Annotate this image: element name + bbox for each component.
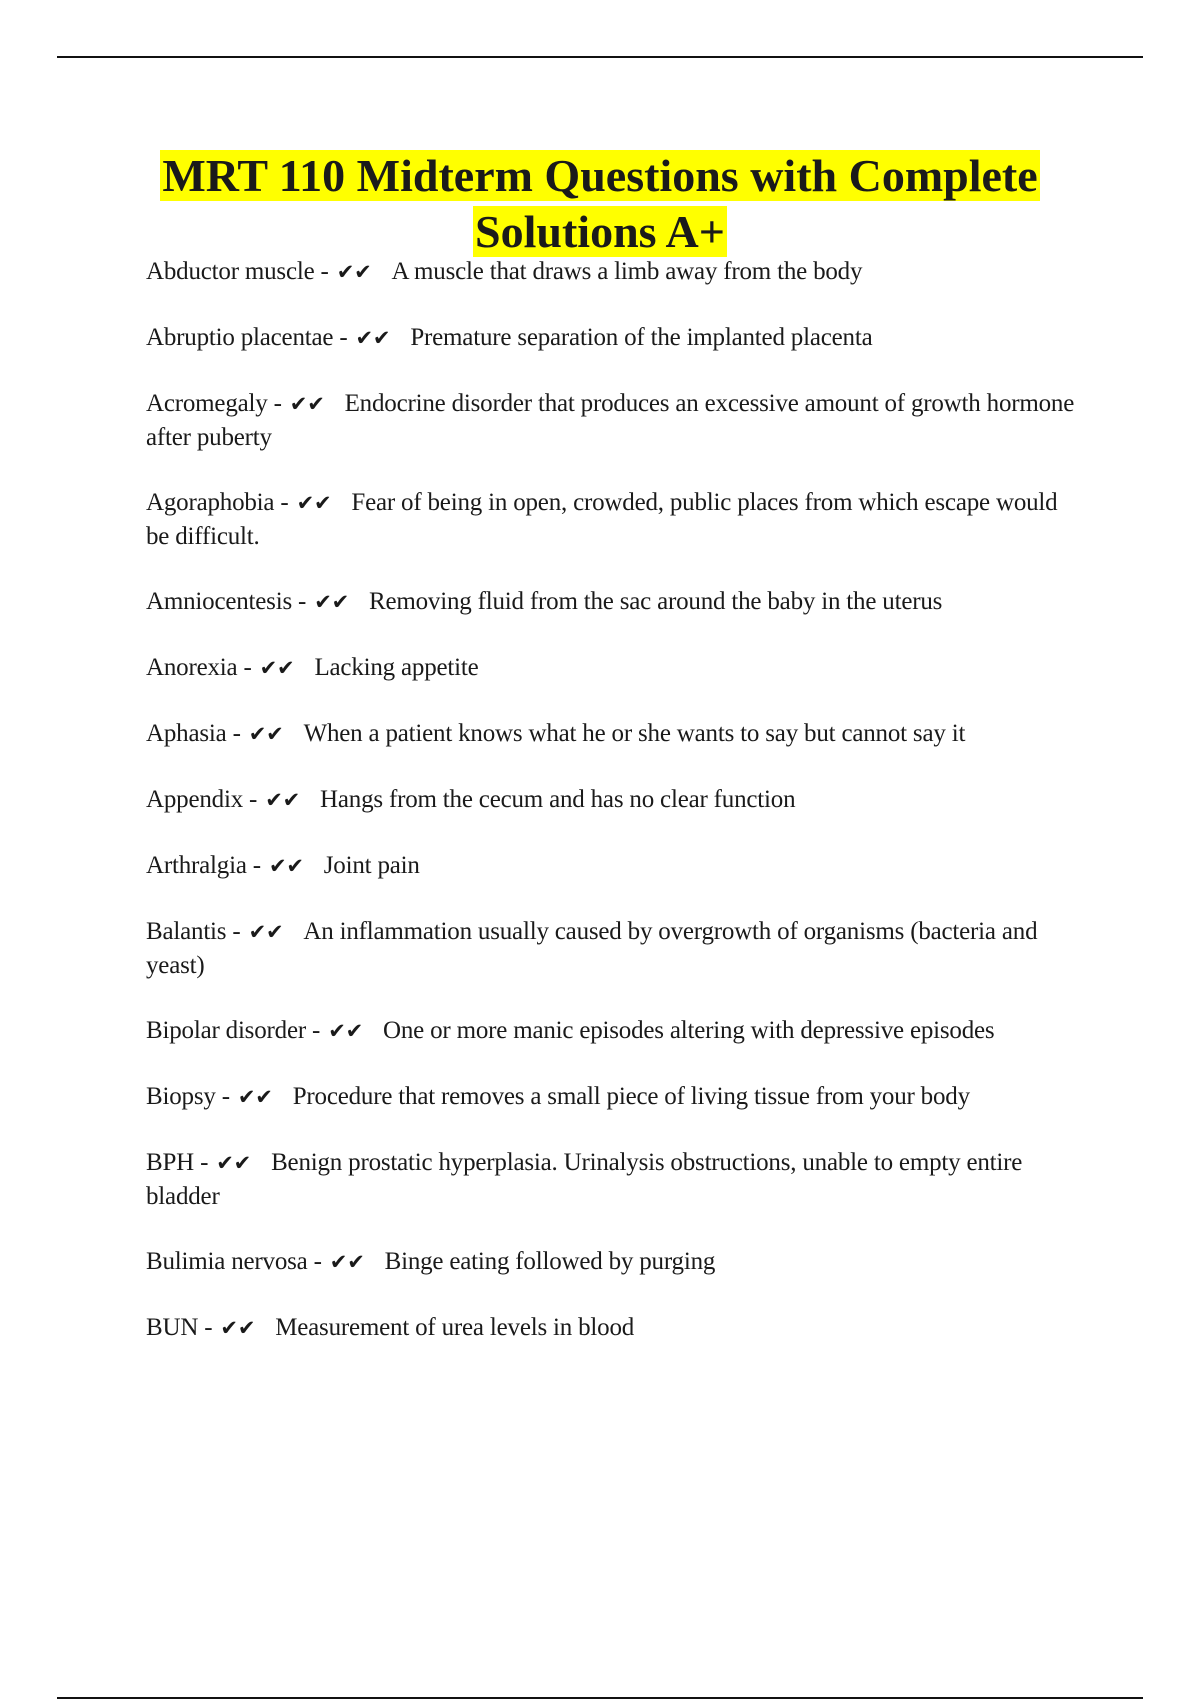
entry-definition: Benign prostatic hyperplasia. Urinalysis obstructions, unable to empty entire bladder [146,1149,1023,1210]
glossary-entry [146,1245,1086,1279]
entry-definition: When a patient knows what he or she wants to say but cannot say it [303,720,966,747]
entry-definition: An inflammation usually caused by overgrowth of organisms (bacteria and yeast) [146,918,1038,979]
double-check-icon: ✔✔ [355,326,391,350]
entry-definition: Hangs from the cecum and has no clear function [320,786,796,813]
double-check-icon: ✔✔ [259,656,295,680]
glossary-entry [146,255,1086,289]
entry-term: Abruptio placentae [146,324,334,351]
double-check-icon: ✔✔ [220,1316,256,1340]
double-check-icon: ✔✔ [265,788,301,812]
glossary-list [146,255,1086,1377]
double-check-icon: ✔✔ [248,920,284,944]
title-line-2: Solutions A+ [475,206,725,257]
entry-separator: - [267,390,288,417]
glossary-entry [146,486,1086,553]
glossary-entry [146,783,1086,817]
entry-definition: Joint pain [323,852,420,879]
entry-term: Abductor muscle [146,258,315,285]
top-rule [57,56,1143,58]
double-check-icon: ✔✔ [268,854,304,878]
entry-definition: A muscle that draws a limb away from the body [391,258,863,285]
entry-definition: Endocrine disorder that produces an excessive amount of growth hormone after puberty [146,390,1075,451]
double-check-icon: ✔✔ [314,590,350,614]
entry-separator: - [314,258,335,285]
glossary-entry [146,1080,1086,1114]
entry-separator: - [274,489,295,516]
glossary-entry [146,1146,1086,1213]
entry-separator: - [305,1017,327,1044]
page-title [100,148,1100,260]
entry-separator: - [198,1314,219,1341]
entry-separator: - [226,720,247,747]
glossary-entry [146,387,1086,454]
entry-term: BPH [146,1149,195,1176]
double-check-icon: ✔✔ [296,491,332,515]
entry-term: Arthralgia [146,852,247,879]
entry-definition: One or more manic episodes altering with depressive episodes [383,1017,995,1044]
entry-definition: Lacking appetite [314,654,479,681]
entry-term: BUN [146,1314,199,1341]
entry-term: Bulimia nervosa [146,1248,308,1275]
double-check-icon: ✔✔ [248,722,284,746]
entry-term: Acromegaly [146,390,268,417]
entry-definition: Removing fluid from the sac around the baby in the uterus [369,588,943,615]
entry-term: Amniocentesis [146,588,292,615]
glossary-entry [146,915,1086,982]
entry-definition: Measurement of urea levels in blood [275,1314,635,1341]
entry-separator: - [243,786,264,813]
entry-definition: Procedure that removes a small piece of living tissue from your body [292,1083,970,1110]
entry-separator: - [246,852,267,879]
entry-definition: Fear of being in open, crowded, public places from which escape would be difficult. [146,489,1058,550]
glossary-entry [146,849,1086,883]
entry-separator: - [226,918,247,945]
double-check-icon: ✔✔ [237,1085,273,1109]
entry-separator: - [333,324,354,351]
glossary-entry [146,651,1086,685]
entry-definition: Premature separation of the implanted placenta [410,324,873,351]
entry-term: Appendix [146,786,243,813]
entry-term: Anorexia [146,654,238,681]
entry-definition: Binge eating followed by purging [384,1248,716,1275]
bottom-rule [57,1697,1143,1699]
entry-separator: - [237,654,258,681]
glossary-entry [146,1014,1086,1048]
glossary-entry [146,321,1086,355]
entry-term: Biopsy [146,1083,216,1110]
double-check-icon: ✔✔ [336,260,372,284]
entry-term: Balantis [146,918,227,945]
entry-separator: - [291,588,313,615]
double-check-icon: ✔✔ [329,1250,365,1274]
glossary-entry [146,585,1086,619]
entry-term: Agoraphobia [146,489,275,516]
entry-separator: - [307,1248,328,1275]
double-check-icon: ✔✔ [216,1151,252,1175]
glossary-entry [146,717,1086,751]
entry-term: Bipolar disorder [146,1017,306,1044]
double-check-icon: ✔✔ [289,392,325,416]
entry-separator: - [215,1083,236,1110]
entry-separator: - [194,1149,215,1176]
glossary-entry [146,1311,1086,1345]
double-check-icon: ✔✔ [328,1019,363,1043]
title-line-1: MRT 110 Midterm Questions with Complete [162,150,1038,201]
entry-term: Aphasia [146,720,227,747]
